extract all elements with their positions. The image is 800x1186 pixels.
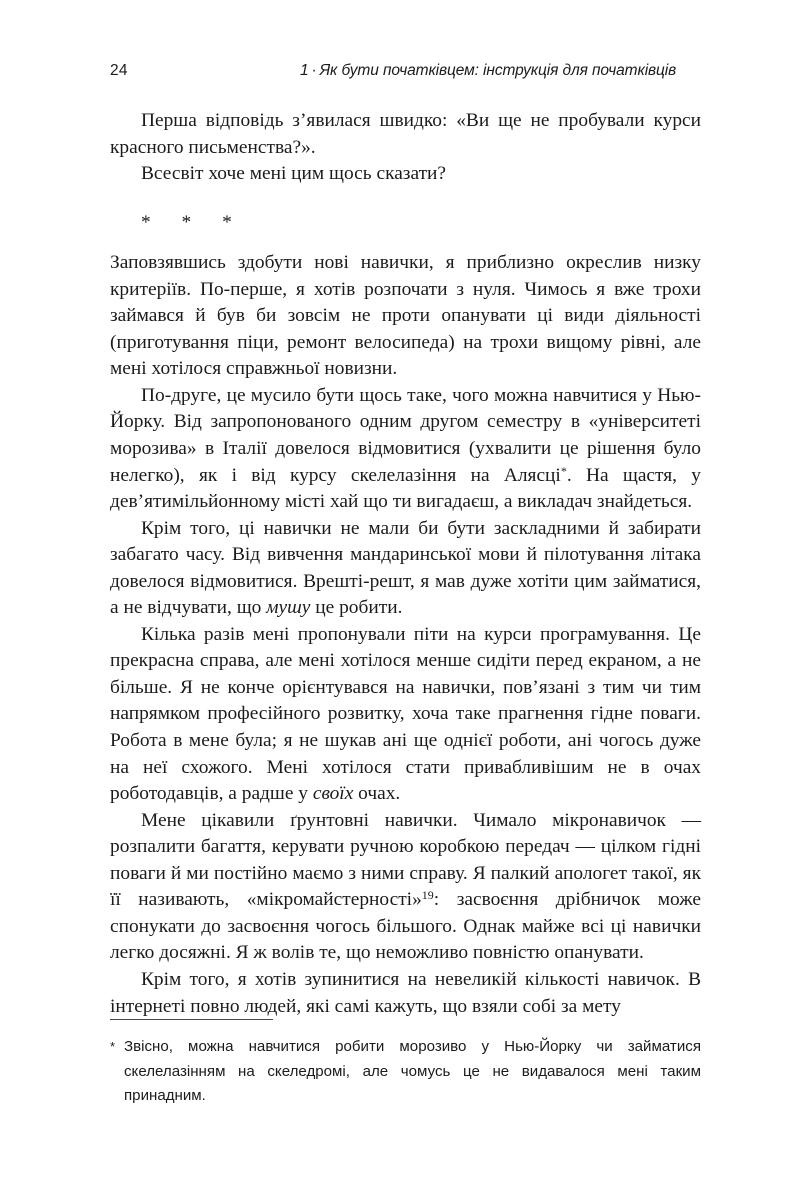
footnote-area — [110, 1019, 701, 1109]
paragraph: Всесвіт хоче мені цим щось сказати? — [141, 163, 447, 185]
paragraph — [110, 808, 701, 967]
paragraph: Крім того, я хотів зупинитися на невеликій кількості навичок. В інтернеті повно людей, які самі кажуть, що взяли собі за мету — [110, 968, 701, 1017]
paragraph-text: . На щастя, у дев’ятимільйонному місті хай що ти вигадаєш, а викладач знайдеться. — [110, 464, 702, 513]
paragraph — [110, 383, 701, 516]
paragraph-text: : засвоєння дрібничок може спонукати до засвоєння чогось більшого. Однак майже всі ці навички легко досяжні. Я ж волів те, що неможливо повністю опанувати. — [110, 889, 701, 964]
chapter-number: 1 — [300, 62, 309, 79]
paragraph: Перша відповідь з’явилася швидко: «Ви ще не пробували курси красного письменства?». — [110, 110, 701, 158]
running-head — [110, 62, 700, 86]
text-block — [110, 108, 701, 1020]
paragraph-text: Мене цікавили ґрунтовні навички. Чимало мікронавичок — розпалити багаття, керувати ручною коробкою передач — цілком гідні поваги й ми постійно маємо з ними справу. Я палкий апологет такої, як її називають, «мікромайстерності» — [110, 809, 701, 911]
paragraph: Заповзявшись здобути нові навички, я приблизно окреслив низку критеріїв. По-перше, я хотів розпочати з нуля. Чимось я вже трохи займався й був би зовсім не проти опанувати ці види діяльності (приготування піци, ремонт велосипеда) на трохи вищому рівні, але мені хотілося справжньої новизни. — [110, 252, 701, 380]
paragraph — [110, 516, 701, 622]
footnote-reference-19[interactable]: 19 — [421, 888, 434, 903]
paragraph-text: По-друге, це мусило бути щось таке, чого можна навчитися у Нью-Йорку. Від запропонованого одним другом семестру в «університеті морозива» в Італії довелося відмовитися (ухвалити це рішення було нелегко), як і від курсу скелелазіння на Алясці — [110, 384, 701, 486]
paragraph — [110, 622, 701, 808]
footnote-text — [110, 1035, 701, 1109]
paragraph-text: Кілька разів мені пропонували піти на курси програмування. Це прекрасна справа, але мені хотілося менше сидіти перед екраном, а не більше. Я не конче орієнтувався на навички, пов’язані з тим чи тим напрямком професійного розвитку, хоча таке прагнення гідне поваги. Робота в мене була; я не шукав ані ще однієї роботи, ані чогось дуже на неї схожого. Мені хотілося стати привабливішим не в очах роботодавців, а радше у — [110, 623, 701, 805]
footnote-asterisk-marker: * — [560, 463, 567, 478]
paragraph-text: Крім того, ці навички не мали би бути заскладними й забирати забагато часу. Від вивчення мандаринської мови й пілотування літака довелося відмовитися. Врешті-решт, я мав дуже хотіти цим займатися, а не відчувати, що — [110, 517, 701, 619]
section-break: * * * — [141, 211, 245, 233]
footnote-separator-rule — [110, 1019, 273, 1020]
running-head-separator: · — [311, 62, 317, 79]
footnote-marker-asterisk: * — [110, 1039, 116, 1054]
emphasis-text: мушу — [266, 597, 311, 619]
emphasis-text: своїх — [312, 783, 354, 805]
page-number: 24 — [110, 62, 128, 79]
chapter-title: Як бути початківцем: інструкція для початківців — [319, 62, 677, 79]
paragraph-text: очах. — [353, 783, 401, 805]
footnote-body: Звісно, можна навчитися робити морозиво у Нью-Йорку чи займатися скелелазінням на скеледромі, але чомусь це не видавалося мені таким принадним. — [124, 1038, 701, 1104]
running-head-title — [300, 62, 676, 80]
paragraph-text: це робити. — [310, 597, 403, 619]
